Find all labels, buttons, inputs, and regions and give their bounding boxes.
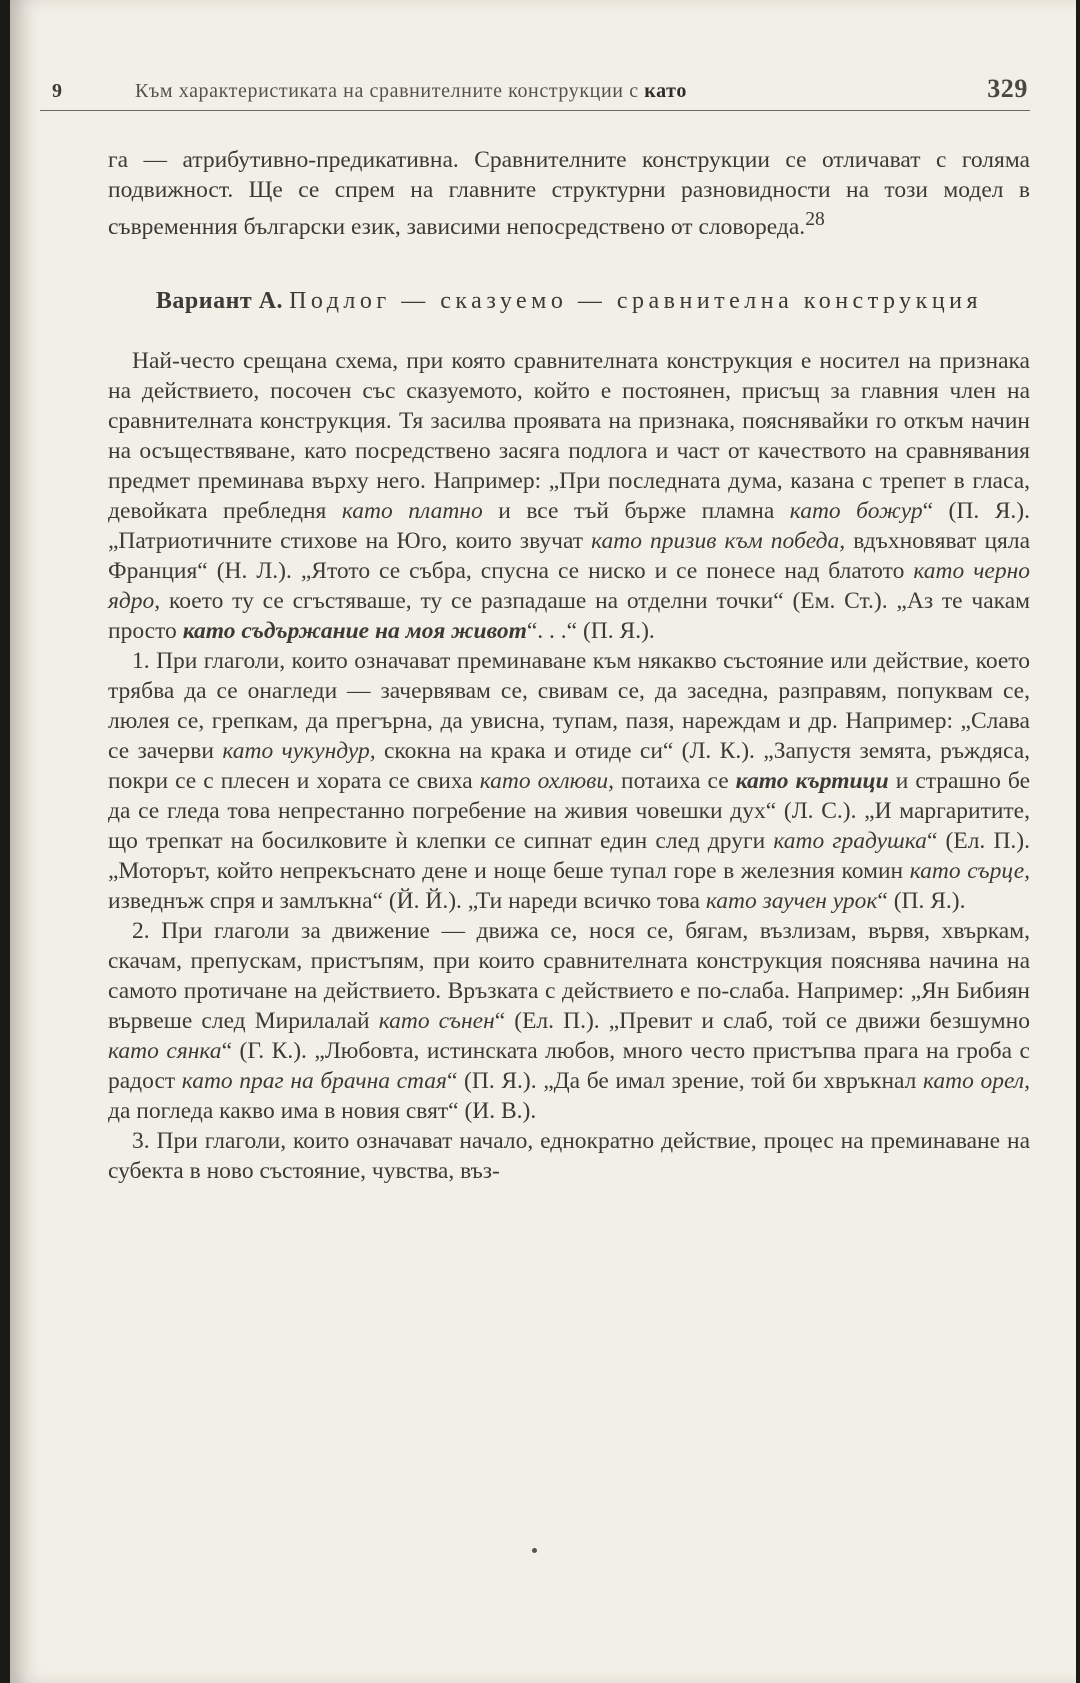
page-number: 329 [987, 74, 1028, 103]
book-page [10, 0, 1076, 1683]
running-title: Към характеристиката на сравнителните конструкции с като [135, 80, 687, 102]
footnote-ref: 28 [805, 209, 825, 230]
item-2: 2. При глаголи за движение — движа се, нося се, бягам, възлизам, вървя, хвъркам, скачам, препускам, пристъпям, при които сравнителната конструкция пояснява начина на самото протичане на действието. Връзката с действието е по-слаба. Например: „Ян Бибиян вървеше след Мирилалай като сънен“ (Ел. П.). „Превит и слаб, той се движи безшумно като сянка“ (Г. К.). „Любовта, истинската любов, много често пристъпва прага на гроба с радост като праг на брачна стая“ (П. Я.). „Да бе имал зрение, той би хвръкнал като орел, да погледа какво има в новия свят“ (И. В.). [108, 917, 1030, 1124]
section-label: Вариант А. [155, 287, 284, 314]
intro-paragraph: га — атрибутивно-предикативна. Сравнителните конструкции се отличават с голяма подвижност. Ще се спрем на главните структурни разновидности на този модел в съвременния български език, зависими непосредствено от словореда.$^{28}$ [108, 147, 1030, 240]
page-body [108, 145, 1030, 1186]
running-title-keyword: като [644, 80, 687, 102]
running-header [40, 74, 1030, 111]
section-heading [108, 286, 1030, 316]
page-dot [532, 1548, 537, 1553]
chapter-number: 9 [52, 80, 63, 102]
section-title: Подлог — сказуемо — сравнителна конструкция [289, 287, 983, 314]
item-1: 1. При глаголи, които означават преминаване към някакво състояние или действие, което трябва да се онагледи — зачервявам се, свивам се, да заседна, разправям, попуквам се, люлея се, грепкам, да прегърна, да увисна, тупам, пазя, нареждам и др. Например: „Слава се зачерви като чукундур, скокна на крака и отиде си“ (Л. К.). „Запустя земята, ръждяса, покри се с плесен и хората се свиха като охлюви, потаиха се като къртици и страшно бе да се гледа това непрестанно погребение на живия човешки дух“ (Л. С.). „И маргаритите, що трепкат на босилковите ѝ клепки се сипнат един след други като градушка“ (Ел. П.). „Моторът, който непрекъснато дене и ноще беше тупал горе в железния комин като сърце, изведнъж спря и замлъкна“ (Й. Й.). „Ти нареди всичко това като заучен урок“ (П. Я.). [108, 647, 1031, 914]
item-3: 3. При глаголи, които означават начало, еднократно действие, процес на преминаване на субекта в ново състояние, чувства, въз- [108, 1127, 1030, 1184]
paragraph-main: Най-често срещана схема, при която сравнителната конструкция е носител на признака на действието, посочен със сказуемото, който е постоянен, присъщ за главния член на сравнителната конструкция. Тя засилва проявата на признака, пояснявайки го откъм начин на осъществяване, като посредствено засяга подлога и част от качеството на сравнявания предмет преминава върху него. Например: „При последната дума, казана с трепет в гласа, девойката пребледня като платно и все тъй бърже пламна като божур“ (П. Я.). „Патриотичните стихове на Юго, които звучат като призив към победа, вдъхновяват цяла Франция“ (Н. Л.). „Ятото се събра, спусна се ниско и се понесе над блатото като черно ядро, което ту се сгъстяваше, ту се разпадаше на отделни точки“ (Ем. Ст.). „Аз те чакам просто като съдържание на моя живот“. . .“ (П. Я.). [108, 347, 1030, 644]
